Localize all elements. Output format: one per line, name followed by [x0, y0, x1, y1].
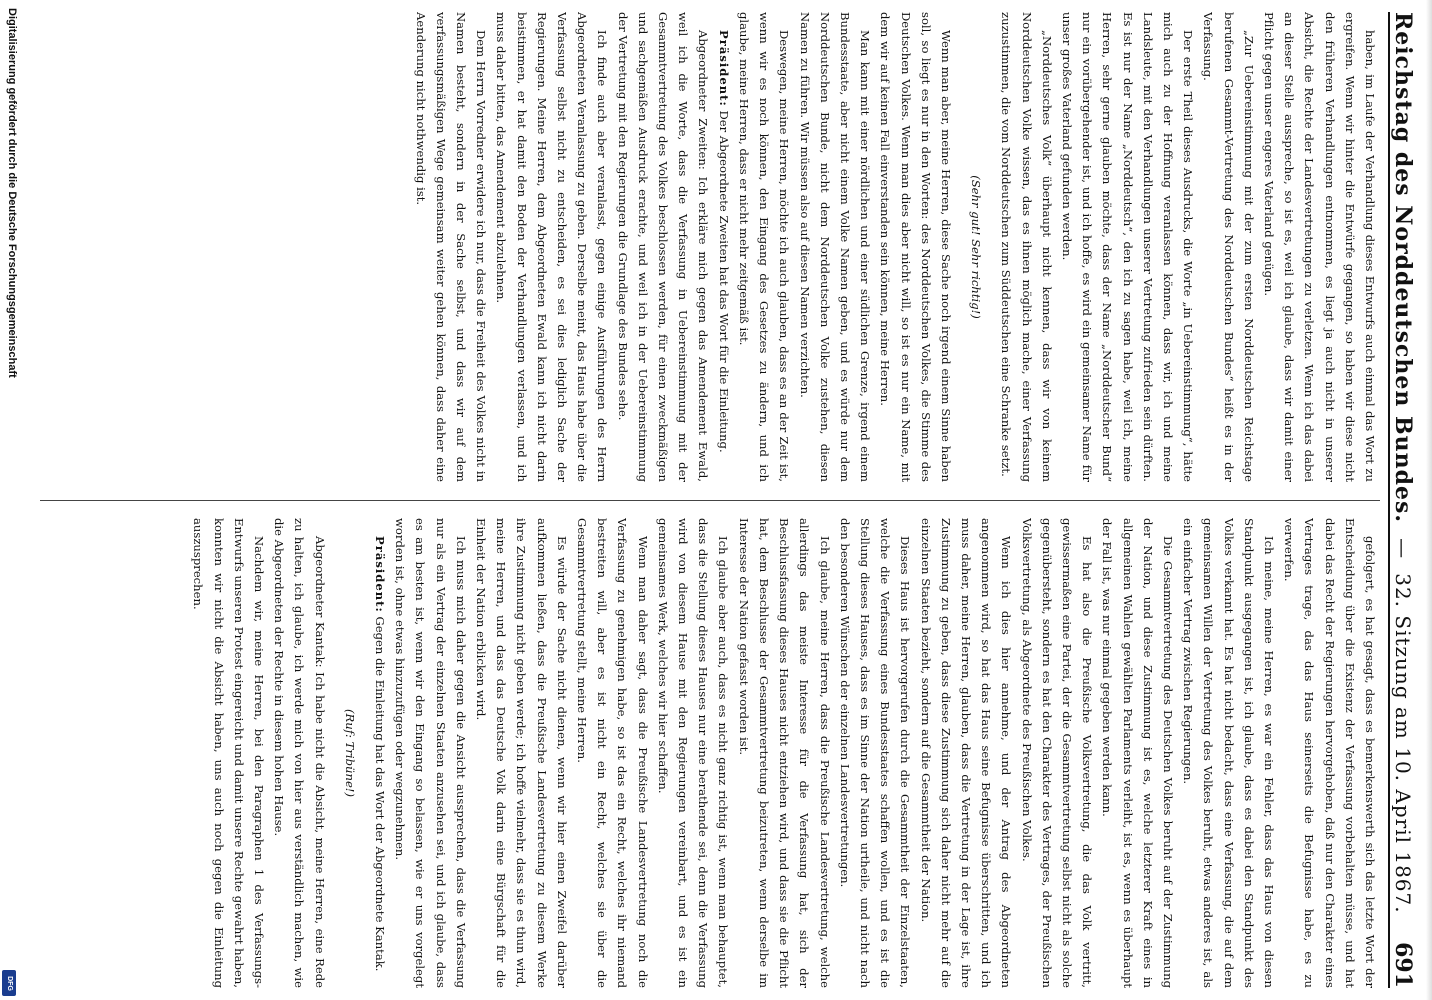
- paragraph: Abgeordneter Kantak: Ich habe nicht die Absicht, meine Herren, eine Rede zu halten, ich glaube, ich werde mich von hier aus verständlich machen, wie die Abgeordneten der Rechte in diesem hohen Hause.: [272, 518, 327, 988]
- paragraph: Wenn man daher sagt, dass die Preußische Landesvertretung noch die Verfassung zu genehmigen habe, so ist das ein Recht, welches ihr niemand bestreiten will, aber es ist nicht ein Recht, welches sie über die Gesammtvertretung stellt, meine Herren.: [575, 518, 650, 988]
- paragraph: haben, im Laufe der Verhandlung dieses Entwurfs auch einmal das Wort zu ergreifen. Wenn wir hinter die Entwürfe gegangen, so haben wir diese nicht den früheren Verhandlungen entnommen, es liegt ja auch nicht in unserer Absicht, die Rechte der Landesvertretungen zu verletzen. Wenn ich das dabei an dieser Stelle ausspreche, so ist es, weil ich glaube, dass wir damit einer Pflicht gegen unser engeres Vaterland genügen.: [1261, 12, 1377, 482]
- column-left: [35, 12, 1380, 482]
- paragraph: Ich glaube, meine Herren, dass die Preußische Landesvertretung, welche allerdings das meiste Interesse für die Verfassung hat, sich der Beschlussfassung dieses Hauses nicht entziehen wird, und dass sie die Pflicht hat, dem Beschlusse der Gesammtvertretung beizutreten, wenn derselbe im Interesse der Nation gefasst worden ist.: [736, 518, 832, 988]
- paragraph: Ich finde auch aber veranlasst, gegen einige Ausführungen des Herrn Abgeordneten Veranlassung zu geben. Derselbe meint, das Haus habe über die Verfassung selbst nicht zu entscheiden, es sei dies lediglich Sache der Regierungen. Meine Herren, dem Abgeordneten Ewald kann ich nicht darin beistimmen, er hat damit den Boden der Verhandlungen verlassen, und ich muss daher bitten, das Amendement abzulehnen.: [494, 12, 610, 482]
- paragraph: Ich muss mich daher gegen die Ansicht aussprechen, dass die Verfassung nur als ein Vertrag der einzelnen Staaten anzusehen sei, und ich glaube, dass es am besten ist, wenn wir den Eingang so belassen, wie er uns vorgelegt worden ist, ohne etwas hinzuzufügen oder wegzunehmen.: [393, 518, 468, 988]
- speaker-text: Gegen die Einleitung hat das Wort der Abgeordnete Kantak.: [373, 616, 388, 972]
- header-separator: —: [1391, 538, 1415, 559]
- speaker-name: Präsident:: [373, 536, 388, 613]
- paragraph: Ich meine, meine Herren, es war ein Fehler, dass das Haus von diesen Standpunkt ausgegangen ist, ich glaube, dass es dabei den Standpunkt des Volkes verkannt hat. Es hat nicht bedacht, dass eine Verfassung, die auf dem gemeinsamen Willen der Vertretung des Volkes beruht, etwas anderes ist, als ein einfacher Vertrag zwischen Regierungen.: [1181, 518, 1276, 988]
- paragraph: Wenn man aber, meine Herren, diese Sache noch irgend einem Sinne haben soll, so liegt es nur in den Worten: des Norddeutschen Volkes, die Stimme des Deutschen Volkes. Wenn man dies aber nicht will, so ist es nur ein Name, mit dem wir auf keinen Fall einverstanden sein können, meine Herren.: [878, 12, 953, 482]
- paragraph: Dem Herrn Vorredner erwidere ich nur, dass die Freiheit des Volkes nicht in Namen besteht, sondern in der Sache selbst, und dass wir auf dem verfassungsmäßigen Wege gemeinsam weiter gehen können, dass daher eine Aenderung nicht nothwendig ist.: [413, 12, 489, 482]
- interjection: (Sehr gut! Sehr richtig!): [969, 175, 984, 319]
- paragraph: Nachdem wir, meine Herren, bei den Paragraphen 1 des Verfassungs-Entwurfs unseren Protest eingereicht und damit unsere Rechte gewahrt haben, konnten wir nicht die Absicht haben, uns auch noch gegen die Einleitung auszusprechen.: [191, 518, 267, 988]
- paragraph: Es hat also die Preußische Volksvertretung, die das Volk vertritt, gewissermaßen eine Partei, der die Gesammtvertretung selbst nicht als solche gegenübersteht, sondern es hat den Charakter des Vertrages, der Preußischen Volksvertretung, als Abgeordnete des Preußischen Volkes.: [1019, 518, 1095, 988]
- rotated-document: [20, 0, 1432, 1000]
- paragraph: Ich glaube aber auch, dass es nicht ganz richtig ist, wenn man behauptet, dass die Stellung dieses Hauses nur eine berathende sei, denn die Verfassung wird von diesem Hause mit den Regierungen vereinbart, und es ist ein gemeinsames Werk, welches wir hier schaffen.: [655, 518, 731, 988]
- paragraph: Deswegen, meine Herren, möchte ich auch glauben, dass es an der Zeit ist, wenn wir es noch können, den Eingang des Gesetzes zu ändern, und ich glaube, meine Herren, dass er nicht mehr zeitgemäß ist.: [736, 12, 792, 482]
- column-right: [35, 518, 1380, 988]
- journal-title: Reichstag des Norddeutschen Bundes.: [1390, 12, 1416, 524]
- speaker-text: Der Abgeordnete Zweiten hat das Wort für die Einleitung.: [716, 110, 731, 453]
- digitization-credit-text: Digitalisierung gefördert durch die Deutsche Forschungsgemeinschaft: [6, 8, 18, 378]
- dfg-logo-text: DFG: [5, 975, 13, 991]
- speaker-name: Präsident:: [716, 30, 731, 107]
- paragraph: gefolgert, es hat gesagt, dass es bemerkenswerth sich das letzte Wort der Entscheidung über die Existenz der Verfassung vorbehalten müsse, und hat dabei das Recht der Regierungen hervorgehoben, daß nur den Charakter eines Vertrages trage, das das Haus seinerseits die Befugnisse habe, es zu verwerfen.: [1282, 518, 1377, 988]
- paragraph: „Zur Uebereinstimmung mit der zum ersten Norddeutschen Reichstage berufenen Gesammt-Vertretung des Norddeutschen Bundes“ heißt es in der Verfassung.: [1201, 12, 1256, 482]
- paragraph: Der erste Theil dieses Ausdrucks, die Worte „in Uebereinstimmung“, hätte mich auch zu der Hoffnung veranlassen können, dass wir, ich und meine Landsleute, mit den Verhandlungen unserer Vertretung zufrieden sein dürften. Es ist nur der Name „Norddeutsch“, den ich zu sagen habe, weil ich, meine Herren, sehr gerne glauben möchte, dass der Name „Norddeutscher Bund“ nur ein vorübergehender ist, und ich hoffe, es wird ein gemeinsamer Name für unser großes Vaterland gefunden werden.: [1059, 12, 1196, 482]
- document-body: [20, 0, 1432, 1000]
- paragraph: Die Gesammtvertretung des Deutschen Volkes beruht auf der Zustimmung der Nation, und diese Zustimmung ist es, welche letzterer Kraft eines in allgemeinen Wahlen gewählten Parlaments verleiht, ist es, wenn es überhaupt der Fall ist, was nur einmal gegeben werden kann.: [1100, 518, 1175, 988]
- paragraph: Dieses Haus ist hervorgerufen durch die Gesammtheit der Einzelstaaten, welche die Verfassung eines Bundesstaates schaffen wollen, und es ist die Stellung dieses Hauses, dass es im Sinne der Nation urtheile, und nicht nach den besonderen Wünschen der einzelnen Landesvertretungen.: [837, 518, 913, 988]
- speaker-paragraph: [714, 12, 734, 482]
- column-divider: [40, 500, 1380, 501]
- paragraph: Wenn ich dies hier annehme, und der Antrag des Abgeordneten angenommen wird, so hat das Haus seine Befugnisse überschritten, und ich muss daher, meine Herren, glauben, dass die Vertretung in der Lage ist, ihre Zustimmung zu geben, dass diese Zustimmung sich daher nicht mehr auf die einzelnen Staaten bezieht, sondern auf die Gesammtheit der Nation.: [918, 518, 1014, 988]
- dfg-logo: [2, 970, 16, 996]
- paragraph: Abgeordneter Zweiten: Ich erkläre mich gegen das Amendement Ewald, weil ich die Worte, dass die Verfassung in Uebereinstimmung mit der Gesammtvertretung des Volkes beschlossen werden, für einen zweckmäßigen und sachgemäßen Ausdruck erachte, und weil ich in der Uebereinstimmung der Vertretung mit den Regierungen die Grundlage des Bundes sehe.: [615, 12, 711, 482]
- session-label: 32. Sitzung am 10. April 1867.: [1391, 573, 1415, 914]
- speaker-paragraph: [370, 518, 390, 988]
- paragraph: „Norddeutsches Volk“ überhaupt nicht kennen, dass wir von keinem Norddeutschen Volke wissen, das es ihnen möglich mache, einer Verfassung zuzustimmen, die vom Norddeutschen zum Süddeutschen eine Schranke setzt.: [999, 12, 1054, 482]
- running-head: [1388, 12, 1428, 988]
- paragraph: Es würde der Sache nicht dienen, wenn wir hier einen Zweifel darüber aufkommen ließen, dass die Preußische Landesvertretung zu diesem Werke ihre Zustimmung nicht geben werde; ich hoffe vielmehr, dass sie es thun wird, meine Herren, und dass das Deutsche Volk darin eine Bürgschaft für die Einheit der Nation erblicken wird.: [474, 518, 569, 988]
- page-number: 691: [1390, 942, 1416, 988]
- paragraph: Man kann mit einer nördlichen und einer südlichen Grenze, irgend einem Bundesstaate, aber nicht einem Volke Namen geben, und es würde nur dem Norddeutschen Bunde, nicht dem Norddeutschen Volke zustehen, diesen Namen zu führen. Wir müssen also auf diesen Namen verzichten.: [797, 12, 873, 482]
- interjection: (Ruf: Tribüne!): [342, 709, 357, 797]
- digitization-credit: [4, 8, 20, 994]
